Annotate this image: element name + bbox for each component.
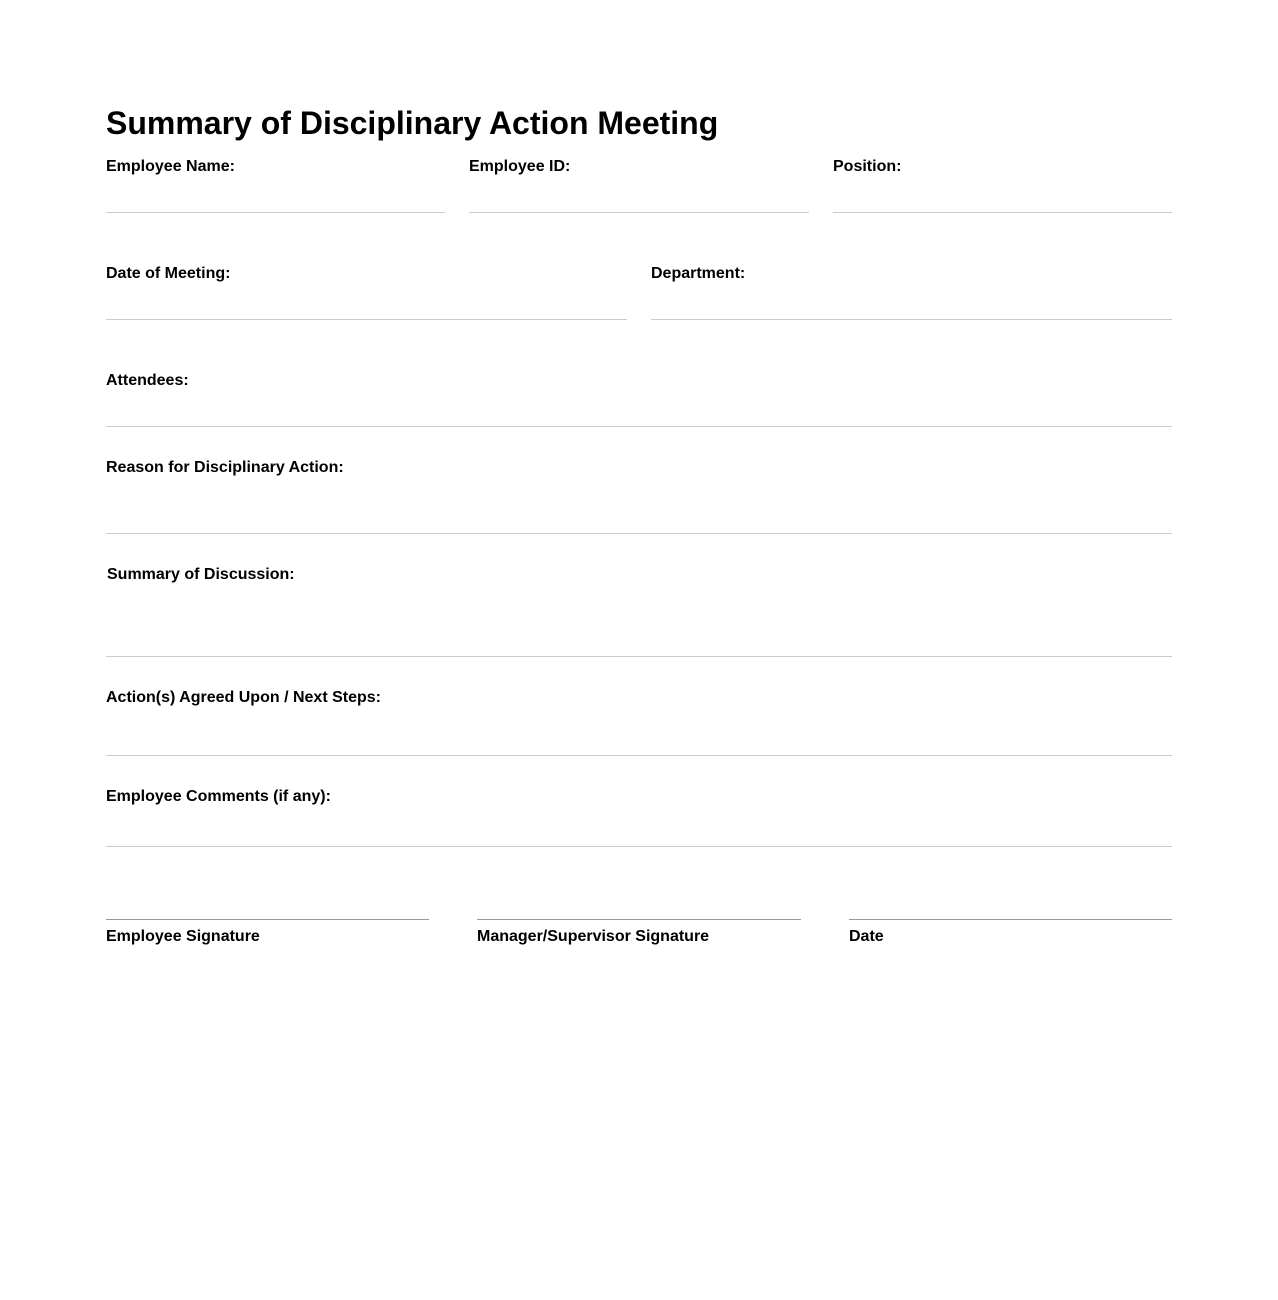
attendees-label: Attendees: <box>106 372 189 389</box>
summary-label: Summary of Discussion: <box>107 566 295 583</box>
reason-label: Reason for Disciplinary Action: <box>106 459 344 476</box>
attendees-field[interactable] <box>106 426 1172 427</box>
employee-signature-line[interactable] <box>106 919 429 920</box>
date-of-meeting-label: Date of Meeting: <box>106 265 231 282</box>
position-label: Position: <box>833 158 902 175</box>
employee-name-label: Employee Name: <box>106 158 235 175</box>
comments-field[interactable] <box>106 846 1172 847</box>
actions-field[interactable] <box>106 755 1172 756</box>
employee-id-field[interactable] <box>469 212 809 213</box>
date-signature-label: Date <box>849 928 884 945</box>
comments-label: Employee Comments (if any): <box>106 788 331 805</box>
summary-field[interactable] <box>106 656 1172 657</box>
position-field[interactable] <box>833 212 1172 213</box>
page-title: Summary of Disciplinary Action Meeting <box>106 105 719 141</box>
reason-field[interactable] <box>106 533 1172 534</box>
manager-signature-label: Manager/Supervisor Signature <box>477 928 710 945</box>
date-signature-line[interactable] <box>849 919 1172 920</box>
actions-label: Action(s) Agreed Upon / Next Steps: <box>106 689 381 706</box>
manager-signature-line[interactable] <box>477 919 801 920</box>
employee-id-label: Employee ID: <box>469 158 571 175</box>
department-label: Department: <box>651 265 746 282</box>
date-of-meeting-field[interactable] <box>106 319 627 320</box>
employee-name-field[interactable] <box>106 212 445 213</box>
department-field[interactable] <box>651 319 1172 320</box>
employee-signature-label: Employee Signature <box>106 928 260 945</box>
